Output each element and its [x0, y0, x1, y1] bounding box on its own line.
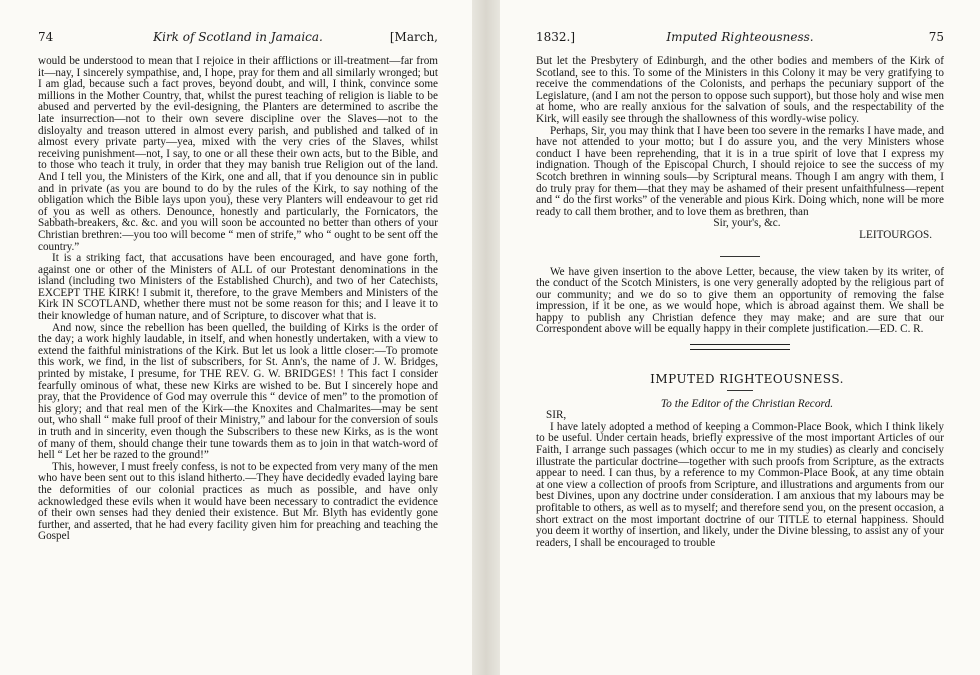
left-page-body — [38, 56, 438, 543]
book-gutter — [472, 0, 500, 675]
page-number: 74 — [38, 30, 54, 44]
paragraph: would be understood to mean that I rejoice in their afflictions or ill-treatment—far from it—nay, I sincerely sympathise, and, I hope, pray for them and all similarly wronged; but I am glad, because such a fact proves, beyond doubt, and will, I think, convince some millions in the Mother Country, that, whilst the purest teaching of religion is liable to be abused and perverted by the evil-designing, the Planters are determined to ascribe the late insurrection—not to their own severe discipline over the Slaves—not to the disloyalty and treason uttered in almost every parish, and published and talked of in almost every private party—yea, mixed with the very cries of the Slaves, whilst receiving punishment—not, I say, to one or all these their own acts, but to the Bible, and to those who teach it truly, in order that they may banish true Religion out of the land. And I tell you, the Ministers of the Kirk, one and all, that if you denounce sin in public and in private (as you are bound to do by the rules of the Kirk, to say nothing of the obligation which the Bible lays upon you), these very Planters will endeavour to get rid of you as well as others. Denounce, honestly and particularly, the Fornicators, the Sabbath-breakers, &c. &c. and you will soon be accounted no better than others of your Christian brethren:—you too will become “ men of strife,” who “ ought to be sent off the country.” — [38, 55, 438, 253]
editor-note: We have given insertion to the above Letter, because, the view taken by its writer, of the conduct of the Scotch Ministers, is one very generally adopted by the religious part of our community; and we do so to give them an opportunity of removing the false impression, if it be one, as we would hope, which is abroad against them. We shall be happy to publish any Christian defence they may make; and are sure that our Correspondent above will be equally happy in their complete justification.—ED. C. R. — [536, 265, 944, 336]
right-page-text-block — [536, 34, 944, 675]
paragraph: This, however, I must freely confess, is not to be expected from very many of the men who have been sent out to this island hitherto.—They have decidedly evaded laying bare the deformities of our colonial practices as much as possible, and have only acknowledged these evils when it would have been necessary to contradict the evidence of their own senses had they denied their existence. But Mr. Blyth has evidently gone further, and asserted, that he had every facility given him for preaching and teaching the Gospel — [38, 460, 438, 543]
article-salutation: SIR, — [546, 409, 567, 422]
left-page — [0, 0, 472, 675]
paragraph: And now, since the rebellion has been quelled, the building of Kirks is the order of the day; a work highly laudable, in itself, and when honestly undertaken, with a view to extend the faithful ministrations of the Kirk. But let us look a little closer:—To promote this work, we find, in the list of subscribers, for St. Ann's, the name of J. W. Bridges, printed by mistake, I presume, for THE REV. G. W. BRIDGES! ! This fact I consider fearfully ominous of what, these new Kirks are wished to be. But I sincerely hope and pray, that the Providence of God may overrule this “ device of men” to the promotion of his glory; and that real men of the Kirk—the Knoxites and Chalmarites—may be sent out, who shall “ make full proof of their Ministry,” and labour for the conversion of souls in truth and in sincerity, even though the Subscribers to these new Kirks, as is the wont of many of them, should change their tune towards them as to join in that watch-word of hell “ Let her be razed to the ground!” — [38, 321, 438, 462]
article-body: I have lately adopted a method of keeping a Common-Place Book, which I think likely to be useful. Under certain heads, briefly expressive of the most important Articles of our Faith, I arrange such passages (which occur to me in my studies) as clearly and concisely illustrate the particular doctrine—together with such proofs from Scripture, as the extracts appear to need. I can thus, by a reference to my Common-Place Book, at any time obtain at one view a collection of proofs from Scripture, and illustrations and arguments from our best Divines, upon any doctrine under consideration. I am anxious that my labours may be profitable to others, as well as to myself; and therefore send you, on the present occasion, a short extract on the most important doctrine of our TITLE to eternal happiness. Should you deem it worthy of insertion, and likely, under the Divine blessing, to assist any of your readers, I shall be encouraged to trouble — [536, 420, 944, 549]
right-page-body — [536, 56, 944, 549]
section-divider — [720, 256, 760, 257]
left-page-text-block — [38, 34, 438, 675]
letter-signoff: Sir, your's, &c. — [713, 217, 781, 230]
article-title: IMPUTED RIGHTEOUSNESS. — [650, 372, 844, 387]
running-title: Imputed Righteousness. — [666, 30, 814, 44]
paragraph: Perhaps, Sir, you may think that I have been too severe in the remarks I have made, and have not attended to your motto; but I do assure you, and the very Ministers whose conduct I have been reprehending, that it is in a true spirit of love that I express my indignation. Though of the Episcopal Church, I should rejoice to see the success of my Scotch brethren in winning souls—by Scriptural means. Though I am angry with them, I do truly pray for them—that they may be ashamed of their present unfaithfulness—repent and “ do the first works” of the venerable and pious Kirk. Doing which, none will be more ready to call them brother, and to love them as brethren, than — [536, 124, 944, 218]
header-date: [March, — [389, 30, 438, 44]
title-dash-divider — [727, 390, 753, 391]
header-date: 1832.] — [536, 30, 576, 44]
right-page — [500, 0, 980, 675]
running-title: Kirk of Scotland in Jamaica. — [153, 30, 323, 44]
article-addressee: To the Editor of the Christian Record. — [660, 397, 834, 410]
letter-signature: LEITOURGOS. — [859, 228, 932, 241]
paragraph: But let the Presbytery of Edinburgh, and the other bodies and members of the Kirk of Scotland, see to this. To some of the Ministers in this Colony it may be very gratifying to receive the commendations of the Colonists, and perhaps the pecuniary support of the Legislature, (and I am not the person to oppose such support), but those holy and wise men at home, who are really anxious for the salvation of souls, and the respectability of the Kirk, will easily see through the shallowness of this wordly-wise policy. — [536, 55, 944, 125]
paragraph: It is a striking fact, that accusations have been encouraged, and have gone forth, against one or other of the Ministers of ALL of our Protestant denominations in the island (including two Ministers of the Established Church), and two of her Catechists, EXCEPT THE KIRK! I submit it, therefore, to the grave Members and Ministers of the Kirk IN SCOTLAND, whether there must not be some reason for this; and I leave it to their knowledge of human nature, and of Scripture, to discover what that is. — [38, 252, 438, 323]
double-rule-divider — [690, 344, 790, 350]
page-number: 75 — [928, 30, 944, 44]
